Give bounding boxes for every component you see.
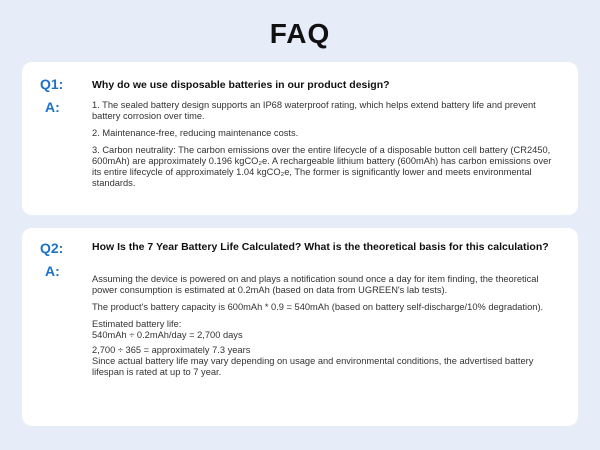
answer-paragraph: The product's battery capacity is 600mAh * 0.9 = 540mAh (based on battery self-discharge/10% degradation). (92, 302, 544, 312)
answer-paragraph: Assuming the device is powered on and plays a notification sound once a day for item finding, the theoretical power consumption is estimated at 0.2mAh (based on data from UGREEN's lab tests). (92, 274, 539, 295)
answer-paragraph: Since actual battery life may vary depending on usage and environmental conditions, the advertised battery lifespan is rated at up to 7 year. (92, 356, 534, 377)
answer-item-2: 2. Maintenance-free, reducing maintenance costs. (92, 128, 299, 138)
question-label: Q1: (40, 76, 64, 92)
answer-label: A: (45, 99, 60, 115)
question-text: Why do we use disposable batteries in our product design? (92, 79, 390, 91)
answer-paragraph: 2,700 ÷ 365 = approximately 7.3 years (92, 345, 251, 355)
answer-body (92, 100, 560, 189)
answer-label: A: (45, 263, 60, 279)
faq-card-2 (22, 228, 578, 426)
question-text: How Is the 7 Year Battery Life Calculated? What is the theoretical basis for this calculation? (92, 241, 549, 253)
answer-item-1: 1. The sealed battery design supports an IP68 waterproof rating, which helps extend battery life and prevent battery corrosion over time. (92, 100, 536, 121)
question-label: Q2: (40, 240, 64, 256)
answer-paragraph: Estimated battery life: (92, 319, 182, 329)
answer-body (92, 274, 560, 378)
faq-card-1 (22, 62, 578, 215)
answer-paragraph: 540mAh ÷ 0.2mAh/day = 2,700 days (92, 330, 243, 340)
answer-item-3: 3. Carbon neutrality: The carbon emissions over the entire lifecycle of a disposable button cell battery (CR2450, 600mAh) are approximately 0.196 kgCO₂e. A rechargeable lithium battery (600mAh) has carbon emissions over its entire lifecycle of approximately 1.04 kgCO₂e, The former is significantly lower and meets environmental standards. (92, 145, 552, 188)
page-title: FAQ (269, 18, 331, 49)
